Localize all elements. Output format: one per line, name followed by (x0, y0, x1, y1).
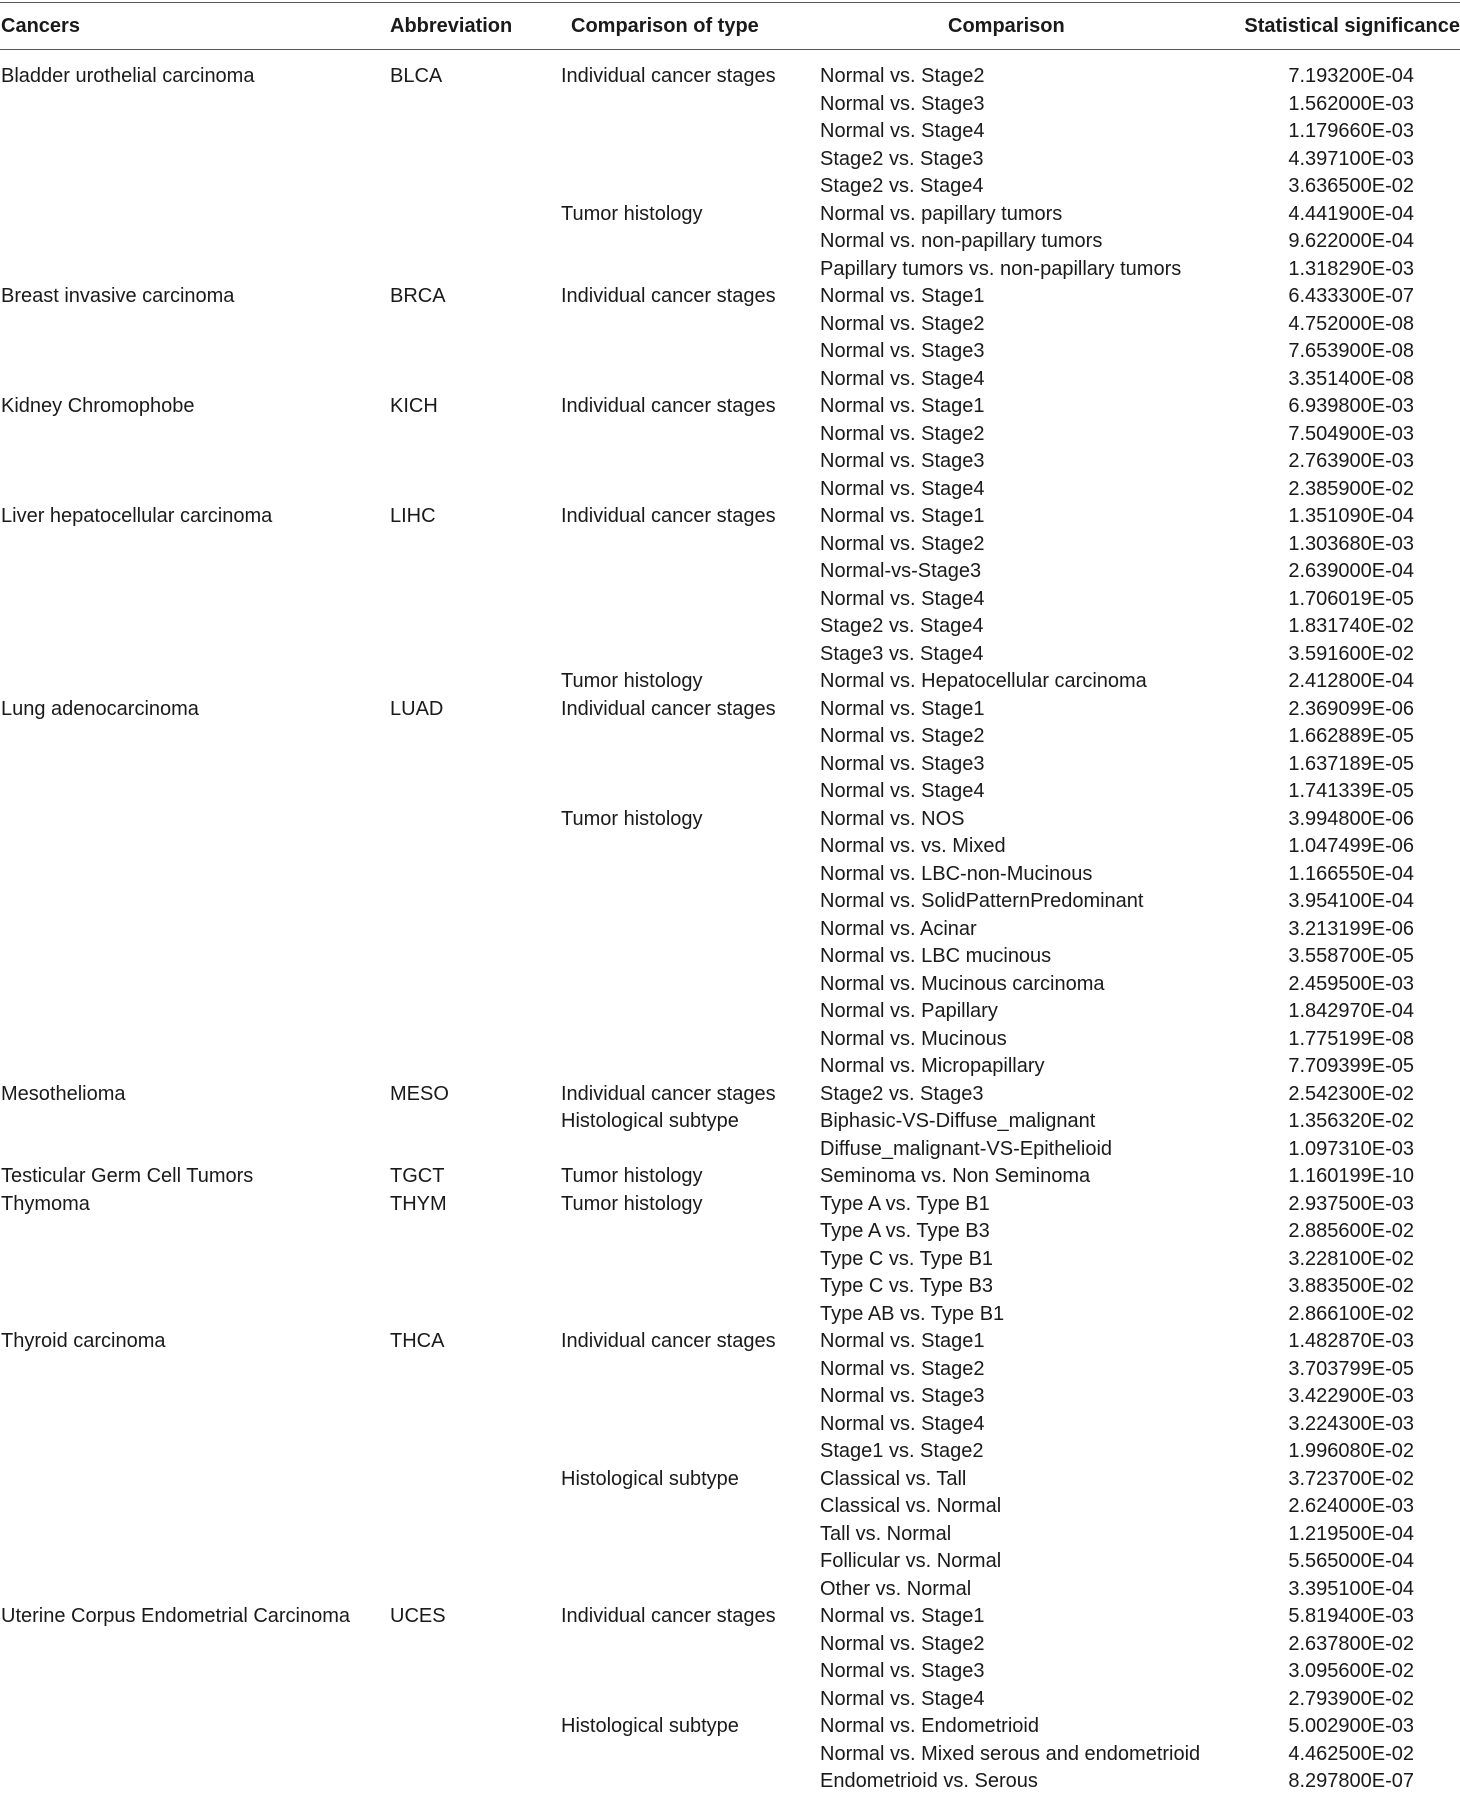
cell-comparison: Normal vs. Stage2 (820, 532, 985, 555)
header-rule (0, 49, 1460, 50)
cell-abbreviation: UCES (390, 1605, 446, 1627)
cell-cancer: Mesothelioma (1, 1082, 126, 1105)
top-rule (0, 2, 1460, 3)
cell-cancer: Testicular Germ Cell Tumors (1, 1165, 254, 1187)
cell-significance: 1.160199E-10 (1288, 1165, 1414, 1187)
cell-significance: 3.422900E-03 (1288, 1385, 1414, 1407)
cell-comparison: Diffuse_malignant-VS-Epithelioid (820, 1137, 1113, 1160)
cell-comparison-type: Tumor histology (561, 202, 703, 225)
cell-comparison: Normal vs. Stage3 (820, 752, 985, 775)
cell-abbreviation: BRCA (390, 285, 446, 307)
cell-comparison: Normal vs. LBC mucinous (820, 945, 1052, 967)
cell-comparison-type: Individual cancer stages (561, 65, 776, 87)
cell-comparison: Normal vs. Papillary (820, 1000, 998, 1022)
cell-cancer: Uterine Corpus Endometrial Carcinoma (1, 1605, 351, 1627)
cell-significance: 2.385900E-02 (1288, 477, 1414, 500)
cell-comparison: Type C vs. Type B1 (820, 1247, 994, 1270)
cell-significance: 4.441900E-04 (1288, 202, 1414, 225)
cell-comparison: Type C vs. Type B3 (820, 1275, 994, 1297)
cell-comparison: Normal vs. Stage3 (820, 340, 985, 362)
cell-cancer: Lung adenocarcinoma (1, 697, 199, 720)
cell-significance: 7.193200E-04 (1288, 65, 1414, 87)
cell-comparison: Normal vs. Stage1 (820, 395, 985, 417)
cell-abbreviation: LUAD (390, 697, 444, 720)
cell-significance: 3.395100E-04 (1288, 1577, 1414, 1600)
cell-comparison: Normal vs. Stage1 (820, 285, 985, 307)
cell-comparison: Normal vs. Stage2 (820, 422, 985, 445)
header-comparison: Comparison (948, 15, 1065, 37)
cell-significance: 2.412800E-04 (1288, 670, 1414, 692)
cell-comparison: Normal vs. Stage3 (820, 450, 985, 472)
cell-significance: 2.637800E-02 (1288, 1632, 1414, 1655)
cell-significance: 1.996080E-02 (1288, 1440, 1414, 1462)
header-comparison-type: Comparison of type (571, 15, 759, 37)
cell-significance: 3.095600E-02 (1288, 1660, 1414, 1682)
cell-comparison: Normal vs. Stage1 (820, 697, 985, 720)
cell-significance: 1.831740E-02 (1288, 615, 1414, 637)
cell-comparison: Seminoma vs. Non Seminoma (820, 1165, 1091, 1187)
cell-significance: 5.565000E-04 (1288, 1550, 1414, 1572)
cell-cancer: Thyroid carcinoma (1, 1330, 166, 1352)
cell-abbreviation: LIHC (390, 505, 436, 527)
cell-comparison: Normal vs. Stage3 (820, 1385, 985, 1407)
cell-comparison: Normal vs. Hepatocellular carcinoma (820, 670, 1147, 692)
cell-significance: 4.752000E-08 (1288, 312, 1414, 335)
cell-comparison-type: Histological subtype (561, 1715, 739, 1737)
cell-significance: 2.624000E-03 (1288, 1495, 1414, 1517)
cell-significance: 1.706019E-05 (1288, 587, 1414, 610)
cell-comparison: Normal vs. papillary tumors (820, 202, 1063, 225)
cell-significance: 2.885600E-02 (1288, 1220, 1414, 1242)
cell-comparison-type: Individual cancer stages (561, 395, 776, 417)
cell-comparison: Normal vs. Stage2 (820, 725, 985, 747)
cell-abbreviation: TGCT (390, 1165, 445, 1187)
cell-significance: 1.219500E-04 (1288, 1522, 1414, 1545)
cell-abbreviation: MESO (390, 1082, 449, 1105)
cell-comparison: Normal vs. Acinar (820, 917, 977, 940)
cell-significance: 1.741339E-05 (1288, 780, 1414, 802)
cell-significance: 1.562000E-03 (1288, 92, 1414, 115)
cell-comparison-type: Tumor histology (561, 1165, 703, 1187)
cell-comparison-type: Histological subtype (561, 1110, 739, 1132)
cell-cancer: Bladder urothelial carcinoma (1, 65, 255, 87)
cell-comparison: Classical vs. Tall (820, 1467, 967, 1490)
cell-comparison: Stage2 vs. Stage3 (820, 1082, 984, 1105)
cell-comparison: Normal vs. SolidPatternPredominant (820, 890, 1144, 912)
cell-comparison-type: Histological subtype (561, 1467, 739, 1490)
cell-significance: 3.351400E-08 (1288, 367, 1414, 390)
cell-comparison: Normal vs. Mucinous carcinoma (820, 972, 1105, 995)
cell-comparison: Tall vs. Normal (820, 1522, 952, 1545)
cell-significance: 2.639000E-04 (1288, 560, 1414, 582)
cell-comparison-type: Individual cancer stages (561, 285, 776, 307)
cell-comparison: Biphasic-VS-Diffuse_malignant (820, 1110, 1096, 1132)
cell-comparison-type: Individual cancer stages (561, 1082, 776, 1105)
cell-significance: 7.709399E-05 (1288, 1055, 1414, 1077)
cell-abbreviation: THCA (390, 1330, 445, 1352)
cell-comparison: Normal vs. Stage4 (820, 1687, 985, 1710)
cell-comparison: Normal vs. Stage2 (820, 65, 985, 87)
cell-significance: 3.591600E-02 (1288, 642, 1414, 665)
cell-comparison: Papillary tumors vs. non-papillary tumors (820, 257, 1182, 280)
cell-comparison: Stage2 vs. Stage3 (820, 147, 984, 170)
cell-significance: 2.369099E-06 (1288, 697, 1414, 720)
cell-abbreviation: KICH (390, 395, 438, 417)
cell-significance: 5.819400E-03 (1288, 1605, 1414, 1627)
cell-comparison: Normal vs. Stage3 (820, 1660, 985, 1682)
cell-comparison: Normal vs. Stage4 (820, 780, 985, 802)
header-abbreviation: Abbreviation (390, 15, 513, 37)
cell-cancer: Kidney Chromophobe (1, 395, 195, 417)
cell-significance: 1.637189E-05 (1288, 752, 1414, 775)
cell-significance: 3.228100E-02 (1288, 1247, 1414, 1270)
cell-comparison: Normal vs. Stage1 (820, 1330, 985, 1352)
cell-comparison: Normal-vs-Stage3 (820, 560, 982, 582)
cell-abbreviation: BLCA (390, 65, 443, 87)
cell-significance: 3.954100E-04 (1288, 890, 1414, 912)
cell-comparison: Normal vs. Stage4 (820, 367, 985, 390)
cell-significance: 2.763900E-03 (1288, 450, 1414, 472)
cell-significance: 1.318290E-03 (1288, 257, 1414, 280)
cell-significance: 3.636500E-02 (1288, 175, 1414, 197)
cell-comparison: Normal vs. Stage4 (820, 120, 985, 142)
cell-significance: 7.653900E-08 (1288, 340, 1414, 362)
cell-comparison: Stage1 vs. Stage2 (820, 1440, 984, 1462)
cell-comparison: Classical vs. Normal (820, 1495, 1002, 1517)
cell-significance: 6.433300E-07 (1288, 285, 1414, 307)
cell-comparison: Normal vs. non-papillary tumors (820, 230, 1103, 252)
cell-comparison: Type AB vs. Type B1 (820, 1302, 1005, 1325)
cell-comparison-type: Individual cancer stages (561, 697, 776, 720)
cell-significance: 1.047499E-06 (1288, 835, 1414, 857)
cell-abbreviation: THYM (390, 1192, 447, 1215)
cell-comparison: Normal vs. LBC-non-Mucinous (820, 862, 1093, 885)
cell-comparison: Other vs. Normal (820, 1577, 972, 1600)
cell-comparison: Normal vs. Stage2 (820, 312, 985, 335)
cell-comparison-type: Tumor histology (561, 1192, 703, 1215)
cell-comparison: Type A vs. Type B3 (820, 1220, 990, 1242)
cell-comparison-type: Individual cancer stages (561, 1330, 776, 1352)
cell-cancer: Liver hepatocellular carcinoma (1, 505, 273, 527)
cell-comparison: Normal vs. Stage4 (820, 587, 985, 610)
cell-significance: 3.213199E-06 (1288, 917, 1414, 940)
cell-comparison: Normal vs. Stage4 (820, 477, 985, 500)
cell-comparison: Normal vs. Stage3 (820, 92, 985, 115)
cell-significance: 2.459500E-03 (1288, 972, 1414, 995)
cell-comparison: Normal vs. Mucinous (820, 1027, 1007, 1050)
cell-comparison: Normal vs. NOS (820, 807, 965, 830)
cell-significance: 3.703799E-05 (1288, 1357, 1414, 1380)
cell-significance: 1.179660E-03 (1288, 120, 1414, 142)
header-statistical-significance: Statistical significance (1244, 15, 1460, 37)
cell-significance: 1.775199E-08 (1288, 1027, 1414, 1050)
cell-comparison-type: Tumor histology (561, 670, 703, 692)
cell-significance: 9.622000E-04 (1288, 230, 1414, 252)
cell-significance: 1.356320E-02 (1288, 1110, 1414, 1132)
cell-comparison: Normal vs. Stage1 (820, 505, 985, 527)
cell-significance: 3.224300E-03 (1288, 1412, 1414, 1435)
cell-significance: 3.883500E-02 (1288, 1275, 1414, 1297)
cell-comparison: Follicular vs. Normal (820, 1550, 1002, 1572)
cell-significance: 4.462500E-02 (1288, 1742, 1414, 1765)
cell-significance: 5.002900E-03 (1288, 1715, 1414, 1737)
cell-significance: 2.937500E-03 (1288, 1192, 1414, 1215)
cell-comparison: Normal vs. Stage4 (820, 1412, 985, 1435)
cell-comparison: Normal vs. Stage2 (820, 1632, 985, 1655)
cell-significance: 1.351090E-04 (1288, 505, 1414, 527)
cell-significance: 1.097310E-03 (1288, 1137, 1414, 1160)
cell-comparison: Normal vs. Mixed serous and endometrioid (820, 1742, 1201, 1765)
cell-comparison: Normal vs. Endometrioid (820, 1715, 1039, 1737)
cell-comparison: Normal vs. vs. Mixed (820, 835, 1006, 857)
cell-significance: 1.842970E-04 (1288, 1000, 1414, 1022)
cell-significance: 6.939800E-03 (1288, 395, 1414, 417)
cell-comparison-type: Individual cancer stages (561, 1605, 776, 1627)
cell-comparison-type: Individual cancer stages (561, 505, 776, 527)
cell-significance: 3.558700E-05 (1288, 945, 1414, 967)
cell-comparison: Normal vs. Stage1 (820, 1605, 985, 1627)
cell-significance: 1.166550E-04 (1288, 862, 1414, 885)
cell-significance: 2.866100E-02 (1288, 1302, 1414, 1325)
cell-significance: 3.994800E-06 (1288, 807, 1414, 830)
cell-comparison: Normal vs. Micropapillary (820, 1055, 1045, 1077)
cell-comparison: Normal vs. Stage2 (820, 1357, 985, 1380)
cell-cancer: Breast invasive carcinoma (1, 285, 235, 307)
cell-significance: 1.662889E-05 (1288, 725, 1414, 747)
cell-significance: 4.397100E-03 (1288, 147, 1414, 170)
cell-comparison: Stage2 vs. Stage4 (820, 615, 984, 637)
cell-comparison: Stage3 vs. Stage4 (820, 642, 984, 665)
cell-comparison: Stage2 vs. Stage4 (820, 175, 984, 197)
cell-cancer: Thymoma (1, 1192, 90, 1215)
cell-significance: 7.504900E-03 (1288, 422, 1414, 445)
cell-comparison: Endometrioid vs. Serous (820, 1770, 1038, 1792)
cell-comparison-type: Tumor histology (561, 807, 703, 830)
cell-significance: 1.482870E-03 (1288, 1330, 1414, 1352)
cell-significance: 3.723700E-02 (1288, 1467, 1414, 1490)
header-cancers: Cancers (1, 15, 80, 37)
cell-significance: 2.793900E-02 (1288, 1687, 1414, 1710)
cell-significance: 8.297800E-07 (1288, 1770, 1414, 1792)
cell-comparison: Type A vs. Type B1 (820, 1192, 990, 1215)
cell-significance: 1.303680E-03 (1288, 532, 1414, 555)
cell-significance: 2.542300E-02 (1288, 1082, 1414, 1105)
